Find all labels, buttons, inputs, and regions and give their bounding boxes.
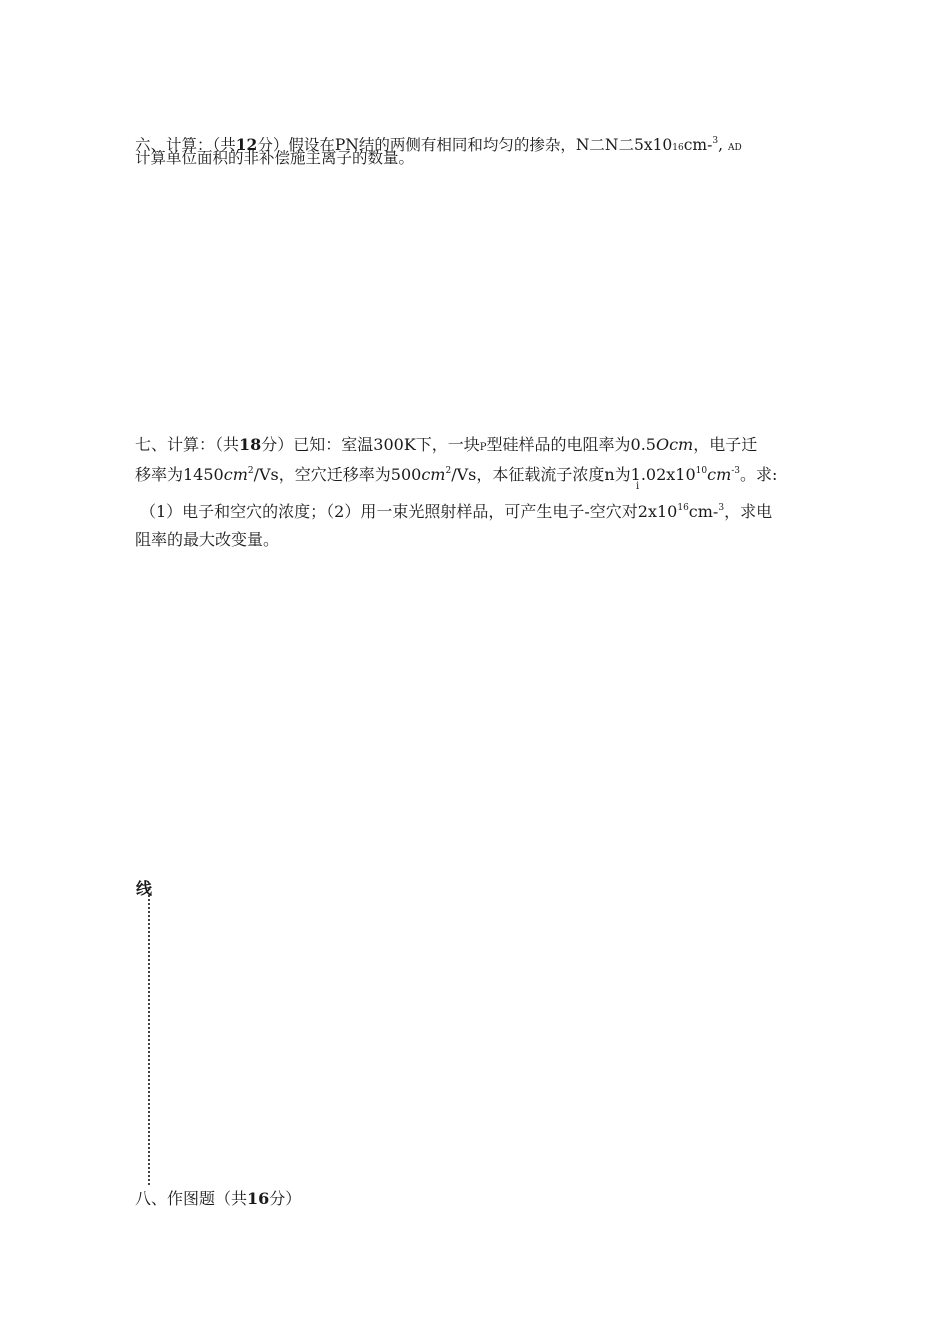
q7-l1-b: 分）已知：室温300K下，一块: [261, 435, 480, 454]
q7-l2-a: 移率为1450: [135, 465, 224, 484]
q7-l2-b: /Vs，空穴迁移率为500: [253, 465, 422, 484]
q7-l2-d: 。求:: [740, 465, 778, 484]
q7-l1-p: P: [479, 442, 487, 453]
q6-l1-d: ,: [718, 136, 728, 154]
q8-heading: [135, 1186, 301, 1209]
q7-l3-b: cm-: [688, 502, 719, 521]
q7-subscript-i: i: [636, 481, 640, 492]
q6-l1-ad: AD: [727, 143, 742, 153]
binding-line-label: 线: [136, 879, 153, 898]
q7-l2-unit1: cm: [223, 465, 248, 484]
q7-l3-sup2: 3: [718, 503, 725, 513]
q6-line-2: 计算单位面积的非补偿施主离子的数量。: [135, 149, 415, 167]
binding-dotted-line: [148, 895, 150, 1185]
q7-line-2: [135, 462, 777, 485]
q6-l1-b: 分）假设在PN结的两侧有相同和均匀的掺杂，N二N二5x10: [257, 136, 673, 154]
q6-l1-c: cm-: [683, 136, 713, 154]
q8-b: 分）: [269, 1189, 302, 1208]
q7-l1-a: 七、计算：（共: [135, 435, 240, 454]
q7-line-4: 阻率的最大改变量。: [135, 530, 280, 549]
q7-line-3: [140, 499, 772, 522]
q7-l3-c: ，求电: [724, 502, 773, 521]
q6-l1-exp: 16: [672, 143, 684, 153]
q7-l2-c: /Vs，本征载流子浓度n为1.02x10: [451, 465, 696, 484]
q7-score: 18: [239, 435, 262, 454]
q7-l3-sup1: 16: [677, 503, 689, 513]
q7-l1-unit: Ocm: [655, 435, 694, 454]
q7-l2-sup4: -3: [731, 466, 741, 476]
q8-a: 八、作图题（共: [135, 1189, 248, 1208]
q6-l1-sup: 3: [712, 136, 719, 146]
q6-score: 12: [235, 135, 258, 154]
q7-l1-c: 型硅样品的电阻率为0.5: [486, 435, 656, 454]
q7-l1-d: ，电子迁: [693, 435, 758, 454]
q7-l3-a: （1）电子和空穴的浓度；（2）用一束光照射样品，可产生电子-空穴对2x10: [140, 502, 678, 521]
q6-l1-a: 六、计算：（共: [135, 136, 236, 154]
q7-l2-unit3: cm: [707, 465, 732, 484]
q8-score: 16: [247, 1189, 270, 1208]
q7-line-1: [135, 432, 757, 455]
q7-l2-unit2: cm: [421, 465, 446, 484]
q7-l2-sup1: 2: [247, 466, 254, 476]
q7-l2-sup3: 10: [695, 466, 708, 476]
q7-l2-sup2: 2: [445, 466, 452, 476]
